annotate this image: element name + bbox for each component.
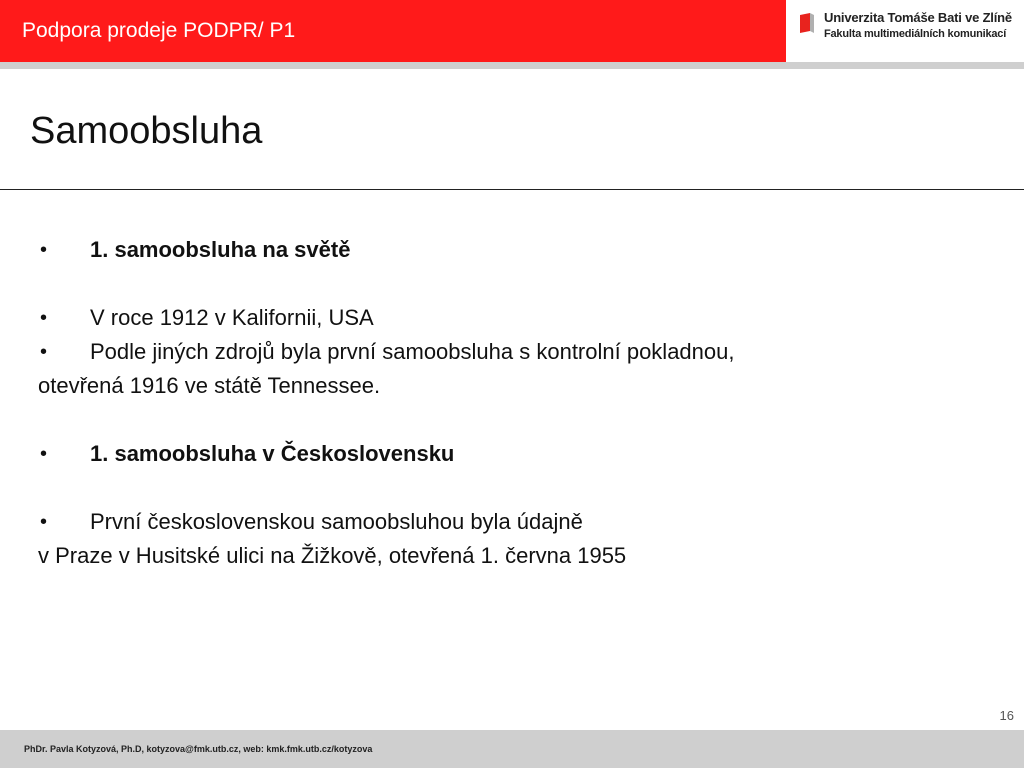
university-name: Univerzita Tomáše Bati ve Zlíně [824,10,1012,25]
bullet-text: V roce 1912 v Kalifornii, USA [90,305,374,330]
title-rule [0,189,1024,190]
university-logo [786,0,1024,62]
bullet-marker: • [40,239,48,261]
bullet-text: 1. samoobsluha v Československu [90,441,455,466]
bullet-text: První československou samoobsluhou byla údajně [90,509,583,534]
footer [0,730,1024,768]
faculty-name: Fakulta multimediálních komunikací [824,28,1007,40]
bullet-marker: • [40,341,48,363]
course-title: Podpora prodeje PODPR/ P1 [22,19,296,42]
bullet-marker: • [40,307,48,329]
header-divider [0,62,1024,69]
bullet-text: Podle jiných zdrojů byla první samoobsluha s kontrolní pokladnou, [90,339,735,364]
footer-contact: PhDr. Pavla Kotyzová, Ph.D, kotyzova@fmk.utb.cz, web: kmk.fmk.utb.cz/kotyzova [24,744,373,754]
bullet-text: 1. samoobsluha na světě [90,237,351,262]
slide-title: Samoobsluha [30,110,263,152]
bullet-marker: • [40,511,48,533]
bullet-continuation: otevřená 1916 ve státě Tennessee. [38,373,381,398]
page-number: 16 [999,708,1014,723]
bullet-continuation: v Praze v Husitské ulici na Žižkově, otevřená 1. června 1955 [38,543,627,568]
header-band [0,0,786,62]
bullet-marker: • [40,443,48,465]
book-logo-icon [800,13,814,33]
